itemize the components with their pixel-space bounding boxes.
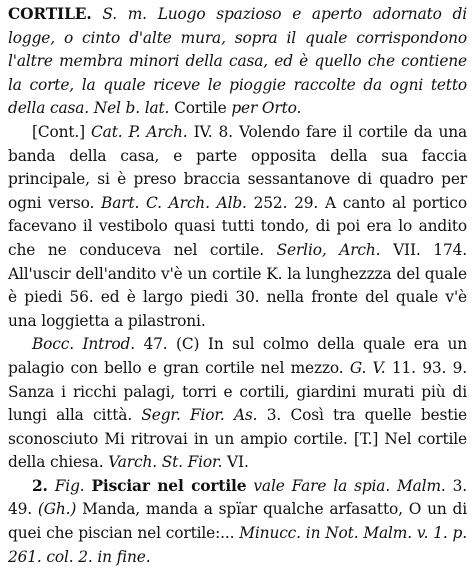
citation-g-v: G. V. [349, 358, 386, 377]
sense-label: Fig. [54, 476, 85, 495]
sense-gloss: vale Fare la spia. [253, 476, 391, 495]
headword: CORTILE [8, 5, 87, 23]
latin-note-word: Cortile [174, 99, 227, 118]
citation-bart-c-arch: Bart. C. Arch. Alb. [101, 193, 247, 212]
sense-2-paragraph [8, 475, 467, 569]
definition-text: Luogo spazioso e aperto adornato di logge, o cinto d'alte mura, sopra il quale corrispondono l'altre membra minori della casa, ed è quello che contiene la corte, la quale riceve le pioggie raccolte da ogni tetto della casa. [8, 5, 467, 118]
citation-ref: 3. 49. [8, 476, 468, 519]
sense-phrase: Pisciar nel cortile [91, 476, 247, 495]
quote-text: Sanza i ricchi palagi, torri e cortili, giardini murati più di lungi alla città. [8, 382, 467, 425]
cont-paragraph [8, 121, 467, 333]
citation-ref: VI. [227, 453, 249, 472]
citation-ref: 3. [266, 406, 282, 425]
entry-definition-paragraph: CORTILE. S. m. Luogo spazioso e aperto adornato di logge, o cinto d'alte mura, sopra il quale corrispondono l'altre membra minori della casa, ed è quello che contiene la corte, la quale riceve le pioggie raccolte da ogni tetto della casa. Nel b. lat. Cortile per Orto. [8, 5, 467, 118]
quote-text: Volendo fare il cortile da una banda della casa, e parte opposita della sua faccia principale, si è preso braccia sessantanove di quadro per ogni verso. [8, 122, 468, 212]
citation-cat-p-arch: Cat. P. Arch. [91, 122, 188, 141]
citation-ref: v. 1. p. 261. col. 2. in fine. [8, 524, 468, 566]
latin-note-prefix: Nel b. lat. [93, 99, 170, 118]
citation-malm: Malm. [397, 476, 446, 495]
citation-ref: 47. [143, 335, 168, 354]
marker-gh: (Gh.) [37, 500, 77, 519]
boccaccio-paragraph [8, 333, 467, 475]
latin-note-suffix: per Orto. [231, 99, 302, 118]
tag-t: [T.] [353, 429, 379, 448]
citation-ref: 11. 93. 9. [391, 358, 467, 377]
citation-minucc: Minucc. in Not. Malm. [239, 524, 412, 543]
quote-text: A canto al portico facevano il vestibolo quasi tutti tondo, di poi era lo andito che ne conduceva nel cortile. [8, 193, 468, 259]
quote-text: In sul colmo della quale era un palagio con bello e gran cortile nel mezzo. [8, 335, 467, 377]
citation-segr-fior: Segr. Fior. As. [141, 406, 258, 425]
sense-number: 2. [32, 476, 48, 495]
cont-tag: [Cont.] [32, 122, 85, 141]
marker-c: (C) [176, 335, 200, 354]
citation-ref: IV. 8. [193, 122, 233, 141]
quote-text: Nel cortile della chiesa. [8, 429, 467, 472]
quote-text: Manda, manda a spïar qualche arfasatto, O un di quei che piscian nel cortile:... [8, 500, 467, 543]
citation-serlio-arch: Serlio, Arch. [276, 240, 381, 259]
citation-bocc-introd: Bocc. Introd. [32, 335, 135, 354]
part-of-speech: S. m. [102, 5, 147, 23]
citation-ref: 252. 29. [253, 193, 319, 212]
quote-text: All'uscir dell'andito v'è un cortile K. la lunghezzza del quale è piedi 56. ed è largo piedi 30. nella fronte del quale v'è una loggietta a pilastroni. [8, 264, 467, 330]
citation-ref: VII. 174. [393, 240, 467, 259]
quote-text: Così tra quelle bestie sconosciuto Mi ritrovai in un ampio cortile. [8, 406, 467, 448]
citation-varch-st-fior: Varch. St. Fior. [108, 453, 223, 472]
dictionary-entry [8, 3, 467, 569]
